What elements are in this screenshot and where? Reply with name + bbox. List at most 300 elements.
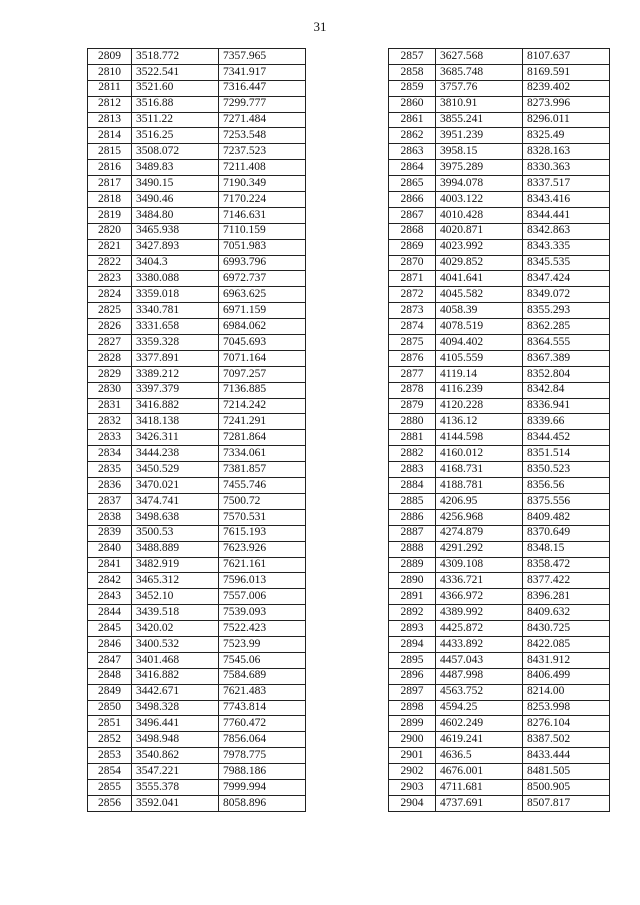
x-coordinate-cell: 4120.228 <box>436 398 523 414</box>
point-number-cell: 2819 <box>88 207 132 223</box>
x-coordinate-cell: 3516.88 <box>132 96 219 112</box>
x-coordinate-cell: 4594.25 <box>436 700 523 716</box>
table-row <box>88 605 306 621</box>
point-number-cell: 2857 <box>389 49 436 65</box>
point-number-cell: 2840 <box>88 541 132 557</box>
y-coordinate-cell: 8343.416 <box>523 192 610 208</box>
x-coordinate-cell: 3416.882 <box>132 668 219 684</box>
point-number-cell: 2809 <box>88 49 132 65</box>
point-number-cell: 2838 <box>88 509 132 525</box>
x-coordinate-cell: 4136.12 <box>436 414 523 430</box>
x-coordinate-cell: 4433.892 <box>436 636 523 652</box>
x-coordinate-cell: 4023.992 <box>436 239 523 255</box>
point-number-cell: 2858 <box>389 64 436 80</box>
y-coordinate-cell: 8500.905 <box>523 779 610 795</box>
point-number-cell: 2869 <box>389 239 436 255</box>
table-row <box>389 176 610 192</box>
x-coordinate-cell: 4160.012 <box>436 446 523 462</box>
table-row <box>88 239 306 255</box>
y-coordinate-cell: 7271.484 <box>219 112 306 128</box>
point-number-cell: 2813 <box>88 112 132 128</box>
table-row <box>88 207 306 223</box>
y-coordinate-cell: 8352.804 <box>523 366 610 382</box>
table-row <box>389 541 610 557</box>
x-coordinate-cell: 3498.328 <box>132 700 219 716</box>
point-number-cell: 2859 <box>389 80 436 96</box>
y-coordinate-cell: 8325.49 <box>523 128 610 144</box>
y-coordinate-cell: 8169.591 <box>523 64 610 80</box>
y-coordinate-cell: 8058.896 <box>219 795 306 811</box>
x-coordinate-cell: 3498.948 <box>132 732 219 748</box>
point-number-cell: 2817 <box>88 176 132 192</box>
y-coordinate-cell: 8107.637 <box>523 49 610 65</box>
y-coordinate-cell: 8276.104 <box>523 716 610 732</box>
table-row <box>389 478 610 494</box>
y-coordinate-cell: 8355.293 <box>523 303 610 319</box>
table-row <box>88 652 306 668</box>
x-coordinate-cell: 3416.882 <box>132 398 219 414</box>
point-number-cell: 2865 <box>389 176 436 192</box>
table-row <box>88 748 306 764</box>
x-coordinate-cell: 4457.043 <box>436 652 523 668</box>
y-coordinate-cell: 7281.864 <box>219 430 306 446</box>
x-coordinate-cell: 3855.241 <box>436 112 523 128</box>
point-number-cell: 2881 <box>389 430 436 446</box>
x-coordinate-cell: 3522.541 <box>132 64 219 80</box>
x-coordinate-cell: 3489.83 <box>132 160 219 176</box>
x-coordinate-cell: 3340.781 <box>132 303 219 319</box>
y-coordinate-cell: 7523.99 <box>219 636 306 652</box>
point-number-cell: 2844 <box>88 605 132 621</box>
x-coordinate-cell: 3496.441 <box>132 716 219 732</box>
x-coordinate-cell: 3482.919 <box>132 557 219 573</box>
point-number-cell: 2824 <box>88 287 132 303</box>
point-number-cell: 2842 <box>88 573 132 589</box>
point-number-cell: 2847 <box>88 652 132 668</box>
table-row <box>88 382 306 398</box>
point-number-cell: 2874 <box>389 319 436 335</box>
table-row <box>389 192 610 208</box>
table-row <box>88 493 306 509</box>
y-coordinate-cell: 8344.452 <box>523 430 610 446</box>
x-coordinate-cell: 4094.402 <box>436 335 523 351</box>
y-coordinate-cell: 7211.408 <box>219 160 306 176</box>
x-coordinate-cell: 4291.292 <box>436 541 523 557</box>
table-row <box>88 779 306 795</box>
y-coordinate-cell: 8430.725 <box>523 621 610 637</box>
point-number-cell: 2864 <box>389 160 436 176</box>
x-coordinate-cell: 4256.968 <box>436 509 523 525</box>
table-row <box>88 176 306 192</box>
y-coordinate-cell: 7584.689 <box>219 668 306 684</box>
table-row <box>389 462 610 478</box>
point-number-cell: 2835 <box>88 462 132 478</box>
table-row <box>88 557 306 573</box>
x-coordinate-cell: 4737.691 <box>436 795 523 811</box>
point-number-cell: 2851 <box>88 716 132 732</box>
point-number-cell: 2885 <box>389 493 436 509</box>
y-coordinate-cell: 8344.441 <box>523 207 610 223</box>
table-row <box>88 462 306 478</box>
table-row <box>389 207 610 223</box>
point-number-cell: 2888 <box>389 541 436 557</box>
x-coordinate-cell: 3958.15 <box>436 144 523 160</box>
x-coordinate-cell: 3439.518 <box>132 605 219 621</box>
x-coordinate-cell: 3484.80 <box>132 207 219 223</box>
y-coordinate-cell: 7214.242 <box>219 398 306 414</box>
table-row <box>88 509 306 525</box>
y-coordinate-cell: 8481.505 <box>523 764 610 780</box>
point-number-cell: 2891 <box>389 589 436 605</box>
point-number-cell: 2871 <box>389 271 436 287</box>
table-row <box>389 589 610 605</box>
table-row <box>88 335 306 351</box>
point-number-cell: 2815 <box>88 144 132 160</box>
x-coordinate-cell: 3627.568 <box>436 49 523 65</box>
y-coordinate-cell: 8362.285 <box>523 319 610 335</box>
table-row <box>389 573 610 589</box>
point-number-cell: 2879 <box>389 398 436 414</box>
y-coordinate-cell: 8433.444 <box>523 748 610 764</box>
table-row <box>389 700 610 716</box>
x-coordinate-cell: 4058.39 <box>436 303 523 319</box>
x-coordinate-cell: 3377.891 <box>132 350 219 366</box>
x-coordinate-cell: 4003.122 <box>436 192 523 208</box>
y-coordinate-cell: 7978.775 <box>219 748 306 764</box>
point-number-cell: 2900 <box>389 732 436 748</box>
table-row <box>389 732 610 748</box>
table-row <box>389 652 610 668</box>
table-row <box>389 764 610 780</box>
table-row <box>389 493 610 509</box>
y-coordinate-cell: 7623.926 <box>219 541 306 557</box>
table-row <box>389 128 610 144</box>
y-coordinate-cell: 7500.72 <box>219 493 306 509</box>
point-number-cell: 2896 <box>389 668 436 684</box>
y-coordinate-cell: 7110.159 <box>219 223 306 239</box>
table-row <box>88 573 306 589</box>
point-number-cell: 2833 <box>88 430 132 446</box>
y-coordinate-cell: 8409.482 <box>523 509 610 525</box>
y-coordinate-cell: 7051.983 <box>219 239 306 255</box>
y-coordinate-cell: 8375.556 <box>523 493 610 509</box>
x-coordinate-cell: 3400.532 <box>132 636 219 652</box>
point-number-cell: 2883 <box>389 462 436 478</box>
point-number-cell: 2887 <box>389 525 436 541</box>
x-coordinate-cell: 3401.468 <box>132 652 219 668</box>
point-number-cell: 2862 <box>389 128 436 144</box>
point-number-cell: 2822 <box>88 255 132 271</box>
x-coordinate-cell: 4487.998 <box>436 668 523 684</box>
table-row <box>88 49 306 65</box>
y-coordinate-cell: 8367.389 <box>523 350 610 366</box>
table-row <box>88 80 306 96</box>
table-row <box>389 621 610 637</box>
y-coordinate-cell: 8507.817 <box>523 795 610 811</box>
point-number-cell: 2882 <box>389 446 436 462</box>
x-coordinate-cell: 3951.239 <box>436 128 523 144</box>
x-coordinate-cell: 4010.428 <box>436 207 523 223</box>
point-number-cell: 2831 <box>88 398 132 414</box>
point-number-cell: 2878 <box>389 382 436 398</box>
y-coordinate-cell: 7615.193 <box>219 525 306 541</box>
x-coordinate-cell: 4336.721 <box>436 573 523 589</box>
x-coordinate-cell: 4602.249 <box>436 716 523 732</box>
y-coordinate-cell: 7621.161 <box>219 557 306 573</box>
x-coordinate-cell: 3404.3 <box>132 255 219 271</box>
x-coordinate-cell: 3426.311 <box>132 430 219 446</box>
point-number-cell: 2903 <box>389 779 436 795</box>
point-number-cell: 2810 <box>88 64 132 80</box>
table-row <box>88 525 306 541</box>
x-coordinate-cell: 4636.5 <box>436 748 523 764</box>
x-coordinate-cell: 4020.871 <box>436 223 523 239</box>
y-coordinate-cell: 7381.857 <box>219 462 306 478</box>
y-coordinate-cell: 7856.064 <box>219 732 306 748</box>
x-coordinate-cell: 3757.76 <box>436 80 523 96</box>
table-row <box>88 636 306 652</box>
y-coordinate-cell: 7097.257 <box>219 366 306 382</box>
x-coordinate-cell: 3418.138 <box>132 414 219 430</box>
page-number: 31 <box>313 19 327 34</box>
x-coordinate-cell: 3511.22 <box>132 112 219 128</box>
x-coordinate-cell: 4105.559 <box>436 350 523 366</box>
point-number-cell: 2880 <box>389 414 436 430</box>
point-number-cell: 2860 <box>389 96 436 112</box>
point-number-cell: 2826 <box>88 319 132 335</box>
table-row <box>88 223 306 239</box>
table-row <box>389 414 610 430</box>
y-coordinate-cell: 7299.777 <box>219 96 306 112</box>
point-number-cell: 2832 <box>88 414 132 430</box>
x-coordinate-cell: 3490.15 <box>132 176 219 192</box>
y-coordinate-cell: 7316.447 <box>219 80 306 96</box>
y-coordinate-cell: 7253.548 <box>219 128 306 144</box>
y-coordinate-cell: 8358.472 <box>523 557 610 573</box>
point-number-cell: 2889 <box>389 557 436 573</box>
point-number-cell: 2899 <box>389 716 436 732</box>
point-number-cell: 2892 <box>389 605 436 621</box>
x-coordinate-cell: 3685.748 <box>436 64 523 80</box>
x-coordinate-cell: 4619.241 <box>436 732 523 748</box>
table-row <box>389 398 610 414</box>
table-row <box>88 764 306 780</box>
y-coordinate-cell: 8377.422 <box>523 573 610 589</box>
table-row <box>389 446 610 462</box>
y-coordinate-cell: 7596.013 <box>219 573 306 589</box>
point-number-cell: 2861 <box>389 112 436 128</box>
table-row <box>389 795 610 811</box>
y-coordinate-cell: 7357.965 <box>219 49 306 65</box>
point-number-cell: 2898 <box>389 700 436 716</box>
y-coordinate-cell: 8396.281 <box>523 589 610 605</box>
table-row <box>88 446 306 462</box>
table-row <box>389 255 610 271</box>
x-coordinate-cell: 3444.238 <box>132 446 219 462</box>
coordinate-table-left <box>87 48 306 812</box>
table-row <box>88 192 306 208</box>
x-coordinate-cell: 3359.328 <box>132 335 219 351</box>
y-coordinate-cell: 7341.917 <box>219 64 306 80</box>
point-number-cell: 2872 <box>389 287 436 303</box>
point-number-cell: 2848 <box>88 668 132 684</box>
x-coordinate-cell: 3490.46 <box>132 192 219 208</box>
y-coordinate-cell: 7539.093 <box>219 605 306 621</box>
y-coordinate-cell: 6971.159 <box>219 303 306 319</box>
point-number-cell: 2890 <box>389 573 436 589</box>
point-number-cell: 2849 <box>88 684 132 700</box>
table-row <box>389 335 610 351</box>
point-number-cell: 2856 <box>88 795 132 811</box>
table-row <box>389 239 610 255</box>
y-coordinate-cell: 8343.335 <box>523 239 610 255</box>
table-row <box>88 160 306 176</box>
x-coordinate-cell: 3474.741 <box>132 493 219 509</box>
point-number-cell: 2867 <box>389 207 436 223</box>
x-coordinate-cell: 3465.938 <box>132 223 219 239</box>
y-coordinate-cell: 8214.00 <box>523 684 610 700</box>
point-number-cell: 2834 <box>88 446 132 462</box>
table-row <box>88 621 306 637</box>
x-coordinate-cell: 4206.95 <box>436 493 523 509</box>
y-coordinate-cell: 7071.164 <box>219 350 306 366</box>
x-coordinate-cell: 4045.582 <box>436 287 523 303</box>
y-coordinate-cell: 8336.941 <box>523 398 610 414</box>
table-row <box>389 430 610 446</box>
y-coordinate-cell: 7570.531 <box>219 509 306 525</box>
point-number-cell: 2841 <box>88 557 132 573</box>
y-coordinate-cell: 8431.912 <box>523 652 610 668</box>
x-coordinate-cell: 3521.60 <box>132 80 219 96</box>
point-number-cell: 2897 <box>389 684 436 700</box>
table-row <box>88 96 306 112</box>
table-row <box>88 716 306 732</box>
point-number-cell: 2843 <box>88 589 132 605</box>
table-row <box>88 319 306 335</box>
table-row <box>88 271 306 287</box>
y-coordinate-cell: 8351.514 <box>523 446 610 462</box>
point-number-cell: 2852 <box>88 732 132 748</box>
point-number-cell: 2816 <box>88 160 132 176</box>
table-row <box>88 700 306 716</box>
y-coordinate-cell: 7545.06 <box>219 652 306 668</box>
point-number-cell: 2877 <box>389 366 436 382</box>
table-row <box>88 795 306 811</box>
table-row <box>88 287 306 303</box>
x-coordinate-cell: 3500.53 <box>132 525 219 541</box>
table-row <box>88 589 306 605</box>
x-coordinate-cell: 3508.072 <box>132 144 219 160</box>
y-coordinate-cell: 6963.625 <box>219 287 306 303</box>
y-coordinate-cell: 6972.737 <box>219 271 306 287</box>
table-row <box>88 732 306 748</box>
table-row <box>389 557 610 573</box>
point-number-cell: 2893 <box>389 621 436 637</box>
y-coordinate-cell: 8387.502 <box>523 732 610 748</box>
y-coordinate-cell: 8364.555 <box>523 335 610 351</box>
table-row <box>88 350 306 366</box>
table-row <box>389 64 610 80</box>
y-coordinate-cell: 8253.998 <box>523 700 610 716</box>
point-number-cell: 2846 <box>88 636 132 652</box>
table-row <box>389 684 610 700</box>
y-coordinate-cell: 8345.535 <box>523 255 610 271</box>
y-coordinate-cell: 7988.186 <box>219 764 306 780</box>
table-row <box>389 779 610 795</box>
table-row <box>389 96 610 112</box>
y-coordinate-cell: 7045.693 <box>219 335 306 351</box>
x-coordinate-cell: 3380.088 <box>132 271 219 287</box>
y-coordinate-cell: 7455.746 <box>219 478 306 494</box>
y-coordinate-cell: 7241.291 <box>219 414 306 430</box>
x-coordinate-cell: 4563.752 <box>436 684 523 700</box>
table-body <box>88 49 306 812</box>
table-row <box>389 303 610 319</box>
y-coordinate-cell: 7522.423 <box>219 621 306 637</box>
point-number-cell: 2875 <box>389 335 436 351</box>
point-number-cell: 2873 <box>389 303 436 319</box>
table-row <box>389 605 610 621</box>
x-coordinate-cell: 4425.872 <box>436 621 523 637</box>
point-number-cell: 2845 <box>88 621 132 637</box>
x-coordinate-cell: 3450.529 <box>132 462 219 478</box>
x-coordinate-cell: 4029.852 <box>436 255 523 271</box>
x-coordinate-cell: 4116.239 <box>436 382 523 398</box>
table-row <box>389 287 610 303</box>
point-number-cell: 2823 <box>88 271 132 287</box>
point-number-cell: 2821 <box>88 239 132 255</box>
point-number-cell: 2827 <box>88 335 132 351</box>
y-coordinate-cell: 8356.56 <box>523 478 610 494</box>
point-number-cell: 2850 <box>88 700 132 716</box>
y-coordinate-cell: 8296.011 <box>523 112 610 128</box>
coordinate-table-right <box>388 48 610 812</box>
x-coordinate-cell: 3488.889 <box>132 541 219 557</box>
table-row <box>389 49 610 65</box>
point-number-cell: 2868 <box>389 223 436 239</box>
y-coordinate-cell: 8347.424 <box>523 271 610 287</box>
x-coordinate-cell: 3470.021 <box>132 478 219 494</box>
table-row <box>88 303 306 319</box>
y-coordinate-cell: 8337.517 <box>523 176 610 192</box>
x-coordinate-cell: 3516.25 <box>132 128 219 144</box>
x-coordinate-cell: 3518.772 <box>132 49 219 65</box>
table-row <box>88 64 306 80</box>
point-number-cell: 2836 <box>88 478 132 494</box>
point-number-cell: 2818 <box>88 192 132 208</box>
table-row <box>88 684 306 700</box>
x-coordinate-cell: 3442.671 <box>132 684 219 700</box>
y-coordinate-cell: 7136.885 <box>219 382 306 398</box>
point-number-cell: 2855 <box>88 779 132 795</box>
x-coordinate-cell: 3420.02 <box>132 621 219 637</box>
x-coordinate-cell: 4119.14 <box>436 366 523 382</box>
point-number-cell: 2854 <box>88 764 132 780</box>
table-row <box>389 525 610 541</box>
y-coordinate-cell: 7621.483 <box>219 684 306 700</box>
point-number-cell: 2901 <box>389 748 436 764</box>
table-row <box>389 748 610 764</box>
point-number-cell: 2870 <box>389 255 436 271</box>
table-row <box>389 716 610 732</box>
table-row <box>88 144 306 160</box>
y-coordinate-cell: 8370.649 <box>523 525 610 541</box>
x-coordinate-cell: 4711.681 <box>436 779 523 795</box>
point-number-cell: 2876 <box>389 350 436 366</box>
point-number-cell: 2811 <box>88 80 132 96</box>
table-row <box>389 160 610 176</box>
y-coordinate-cell: 7557.006 <box>219 589 306 605</box>
